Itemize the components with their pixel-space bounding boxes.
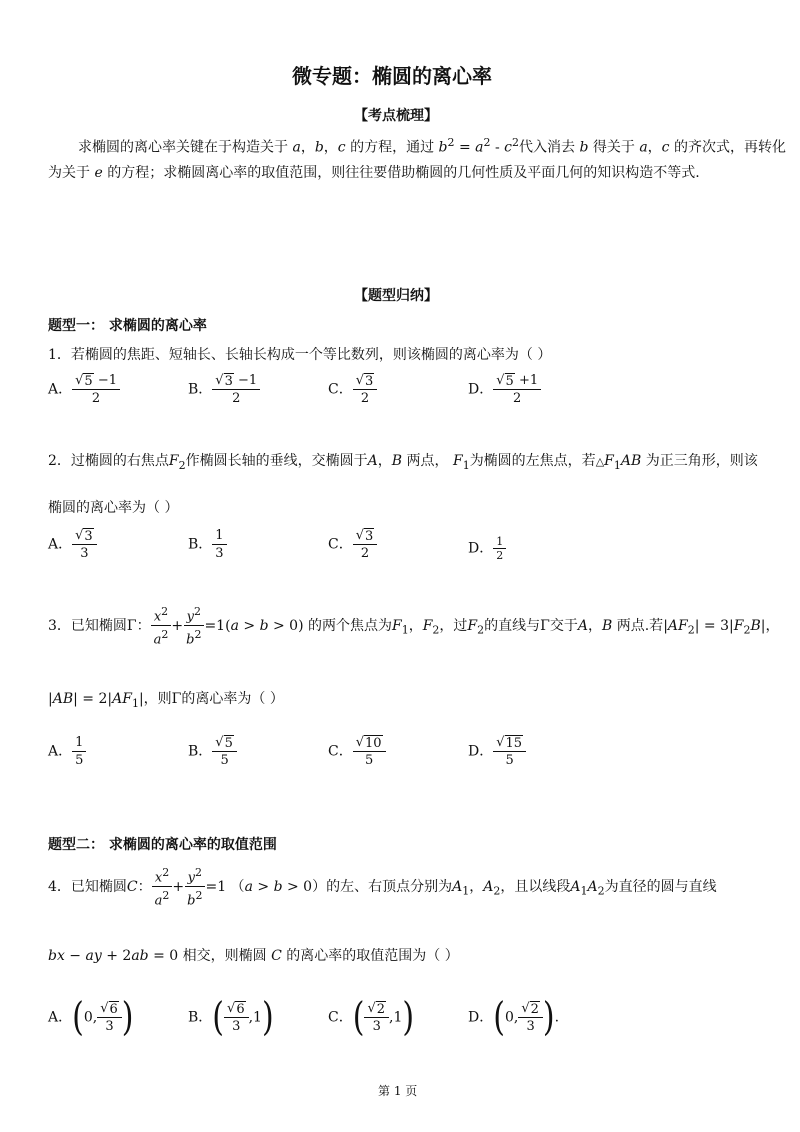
page-number: 第 1 页 bbox=[378, 1084, 418, 1098]
page-title: 微专题：椭圆的离心率 bbox=[292, 64, 492, 88]
section-heading-types: 【题型归纳】 bbox=[354, 288, 438, 304]
q1-option-a: A． √ 5 −1 2 bbox=[48, 372, 120, 407]
intro-line-1: 求椭圆的离心率关键在于构造关于 a，b，c 的方程，通过 $b^2 = a^2 - c^2$代入消去 b 得关于 a，c 的齐次式，再转化 bbox=[78, 136, 786, 156]
q3-option-d: D． √ 15 5 bbox=[468, 734, 526, 769]
q1-option-d: D． √ 5 +1 2 bbox=[468, 372, 541, 407]
q2-option-a: A． √ 3 3 bbox=[48, 527, 97, 562]
q1-option-c: C． √ 3 2 bbox=[328, 372, 377, 407]
q4-option-b: B．( √ 6 3 ,1) bbox=[188, 994, 274, 1041]
q4-option-c: C．( √ 2 3 ,1) bbox=[328, 994, 415, 1041]
type-one-heading: 题型一： 求椭圆的离心率 bbox=[48, 318, 207, 334]
q1-option-b: B． √ 3 −1 2 bbox=[188, 372, 260, 407]
question-2: 2．过椭圆的右焦点$F_2$作椭圆长轴的垂线，交椭圆于A，B 两点， $F_1$为椭圆的左焦点，若$\triangle F_1AB$ 为正三角形，则该 bbox=[48, 453, 758, 472]
q3-option-b: B． √ 5 5 bbox=[188, 734, 237, 769]
q2-option-d: D． $\frac{1}{2}$ bbox=[468, 535, 506, 562]
type-two-heading: 题型二： 求椭圆的离心率的取值范围 bbox=[48, 837, 277, 853]
q4-option-d: D．(0, √ 2 3 ). bbox=[468, 994, 560, 1041]
q4-option-a: A．(0, √ 6 3 ) bbox=[48, 994, 134, 1041]
question-3: 3．已知椭圆Γ： $\frac{x^2}{a^2}$ + $\frac{y^2}{b^2}$ =1(a > b > 0) 的两个焦点为$F_1$，$F_2$，过$F_2$的直线与Γ交于A，B 两点.若$|AF_2| = 3|F_2B|$， bbox=[48, 605, 780, 648]
question-1: 1．若椭圆的焦距、短轴长、长轴长构成一个等比数列，则该椭圆的离心率为（ ） bbox=[48, 347, 552, 363]
question-2-cont: 椭圆的离心率为（ ） bbox=[48, 500, 179, 516]
q3-option-c: C． √ 10 5 bbox=[328, 734, 386, 769]
question-4: 4．已知椭圆C： $\frac{x^2}{a^2}$ + $\frac{y^2}{b^2}$ =1 （a > b > 0）的左、右顶点分别为$A_1$，$A_2$，且以线段$A_1A_2$为直径的圆与直线 bbox=[48, 866, 717, 909]
question-3-cont: $|AB| = 2|AF_1|$，则Γ的离心率为（ ） bbox=[48, 691, 284, 710]
q2-option-c: C． √ 3 2 bbox=[328, 527, 377, 562]
question-4-cont: bx − ay + 2ab = 0 相交，则椭圆 C 的离心率的取值范围为（ ） bbox=[48, 948, 459, 964]
section-heading-review: 【考点梳理】 bbox=[354, 108, 438, 124]
q2-option-b: B． $\frac{1}{3}$ bbox=[188, 527, 227, 562]
q3-option-a: A． $\frac{1}{5}$ bbox=[48, 734, 86, 769]
intro-line-2: 为关于 e 的方程；求椭圆离心率的取值范围，则往往要借助椭圆的几何性质及平面几何的知识构造不等式. bbox=[48, 165, 700, 181]
